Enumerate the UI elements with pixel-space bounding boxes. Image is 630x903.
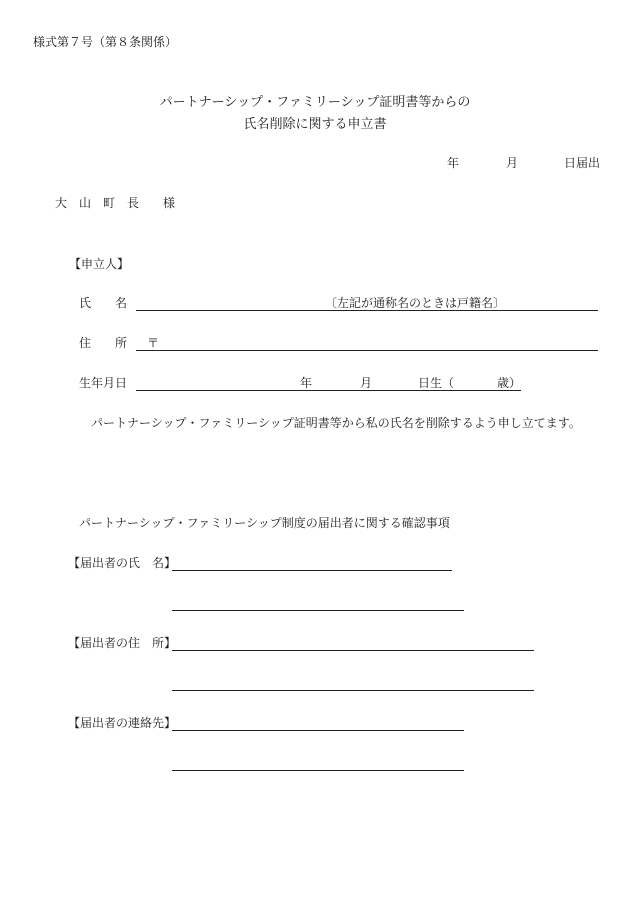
applicant-name-field[interactable] <box>136 310 598 311</box>
birth-day-label: 日生（ <box>418 376 455 390</box>
applicant-address-field[interactable] <box>136 350 598 351</box>
statement-text: パートナーシップ・ファミリーシップ証明書等から私の氏名を削除するよう申し立てます。 <box>91 416 581 430</box>
document-title-line1: パートナーシップ・ファミリーシップ証明書等からの <box>159 95 471 110</box>
birth-date-label: 生年月日 <box>79 376 128 390</box>
date-month-label: 月 <box>506 156 519 170</box>
document-title-line2: 氏名削除に関する申立書 <box>243 117 387 132</box>
notifier-address-field-1[interactable] <box>172 650 534 651</box>
notifier-name-field-1[interactable] <box>172 570 452 571</box>
date-year-label: 年 <box>447 156 460 170</box>
notifier-contact-label: 【届出者の連絡先】 <box>68 716 177 730</box>
notifier-address-field-2[interactable] <box>172 690 534 691</box>
applicant-name-label: 氏 名 <box>79 296 128 310</box>
form-number: 様式第７号（第８条関係） <box>33 35 178 49</box>
birth-age-label: 歳） <box>497 376 522 390</box>
name-note: 〔左記が通称名のときは戸籍名〕 <box>325 296 506 310</box>
notifier-contact-field-2[interactable] <box>172 770 464 771</box>
addressee: 大 山 町 長 様 <box>55 196 176 210</box>
date-day-label: 日届出 <box>564 156 601 170</box>
birth-year-label: 年 <box>300 376 313 390</box>
applicant-section-heading: 【申立人】 <box>69 257 130 271</box>
applicant-address-label: 住 所 <box>79 336 128 350</box>
postal-mark: 〒 <box>147 336 160 350</box>
notifier-name-label: 【届出者の氏 名】 <box>68 556 177 570</box>
notifier-address-label: 【届出者の住 所】 <box>68 636 177 650</box>
birth-date-field[interactable] <box>136 390 521 391</box>
birth-month-label: 月 <box>360 376 373 390</box>
notifier-contact-field-1[interactable] <box>172 730 464 731</box>
confirmation-heading: パートナーシップ・ファミリーシップ制度の届出者に関する確認事項 <box>79 516 450 530</box>
notifier-name-field-2[interactable] <box>172 610 464 611</box>
